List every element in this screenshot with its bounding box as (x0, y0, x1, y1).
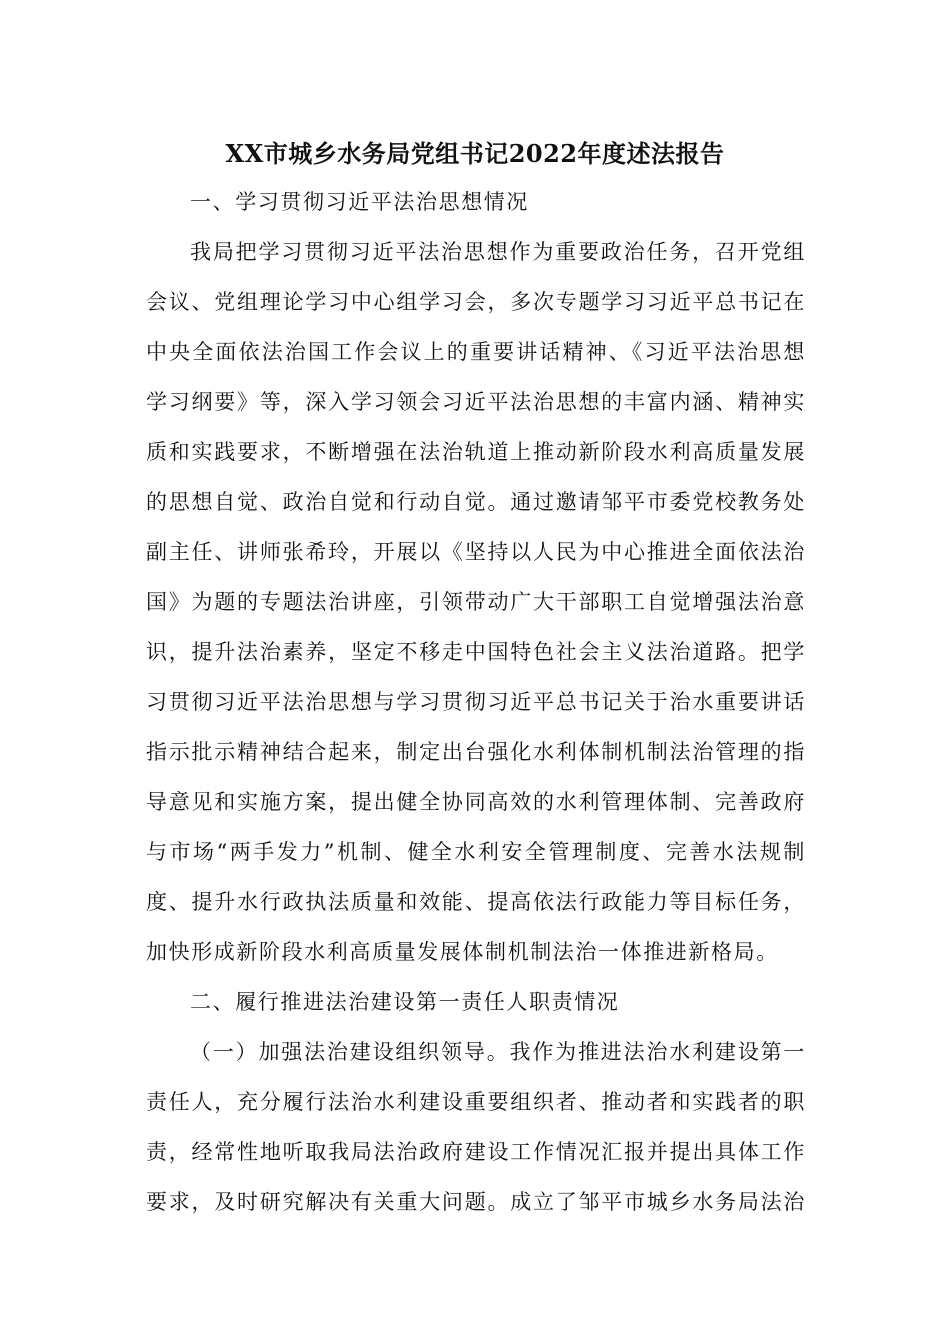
document-title: XX市城乡水务局党组书记2022年度述法报告 (225, 139, 725, 168)
paragraph-line: 会议、党组理论学习中心组学习会，多次专题学习习近平总书记在 (146, 290, 806, 314)
paragraph-line: 与市场“两手发力”机制、健全水利安全管理制度、完善水法规制 (146, 840, 806, 864)
paragraph-line: 要求，及时研究解决有关重大问题。成立了邹平市城乡水务局法治 (146, 1190, 806, 1214)
paragraph-line: 导意见和实施方案，提出健全协同高效的水利管理体制、完善政府 (146, 790, 806, 814)
paragraph-line: 学习纲要》等，深入学习领会习近平法治思想的丰富内涵、精神实 (146, 390, 806, 414)
paragraph-line: 责任人，充分履行法治水利建设重要组织者、推动者和实践者的职 (146, 1090, 806, 1114)
paragraph-line: 责，经常性地听取我局法治政府建设工作情况汇报并提出具体工作 (146, 1140, 806, 1164)
paragraph-line: （一）加强法治建设组织领导。我作为推进法治水利建设第一 (190, 1040, 806, 1064)
paragraph-line: 识，提升法治素养，坚定不移走中国特色社会主义法治道路。把学 (146, 640, 806, 664)
paragraph-line: 中央全面依法治国工作会议上的重要讲话精神、《习近平法治思想 (146, 340, 806, 364)
section-heading-1: 一、学习贯彻习近平法治思想情况 (190, 190, 529, 214)
paragraph-line: 指示批示精神结合起来，制定出台强化水利体制机制法治管理的指 (146, 740, 806, 764)
paragraph-line: 加快形成新阶段水利高质量发展体制机制法治一体推进新格局。 (146, 940, 779, 964)
paragraph-line: 质和实践要求，不断增强在法治轨道上推动新阶段水利高质量发展 (146, 440, 806, 464)
paragraph-line: 习贯彻习近平法治思想与学习贯彻习近平总书记关于治水重要讲话 (146, 690, 806, 714)
paragraph-line: 我局把学习贯彻习近平法治思想作为重要政治任务，召开党组 (190, 240, 806, 264)
section-heading-2: 二、履行推进法治建设第一责任人职责情况 (190, 990, 620, 1014)
paragraph-line: 度、提升水行政执法质量和效能、提高依法行政能力等目标任务， (146, 890, 806, 914)
paragraph-line: 的思想自觉、政治自觉和行动自觉。通过邀请邹平市委党校教务处 (146, 490, 806, 514)
paragraph-line: 副主任、讲师张希玲，开展以《坚持以人民为中心推进全面依法治 (146, 540, 806, 564)
paragraph-line: 国》为题的专题法治讲座，引领带动广大干部职工自觉增强法治意 (146, 590, 806, 614)
